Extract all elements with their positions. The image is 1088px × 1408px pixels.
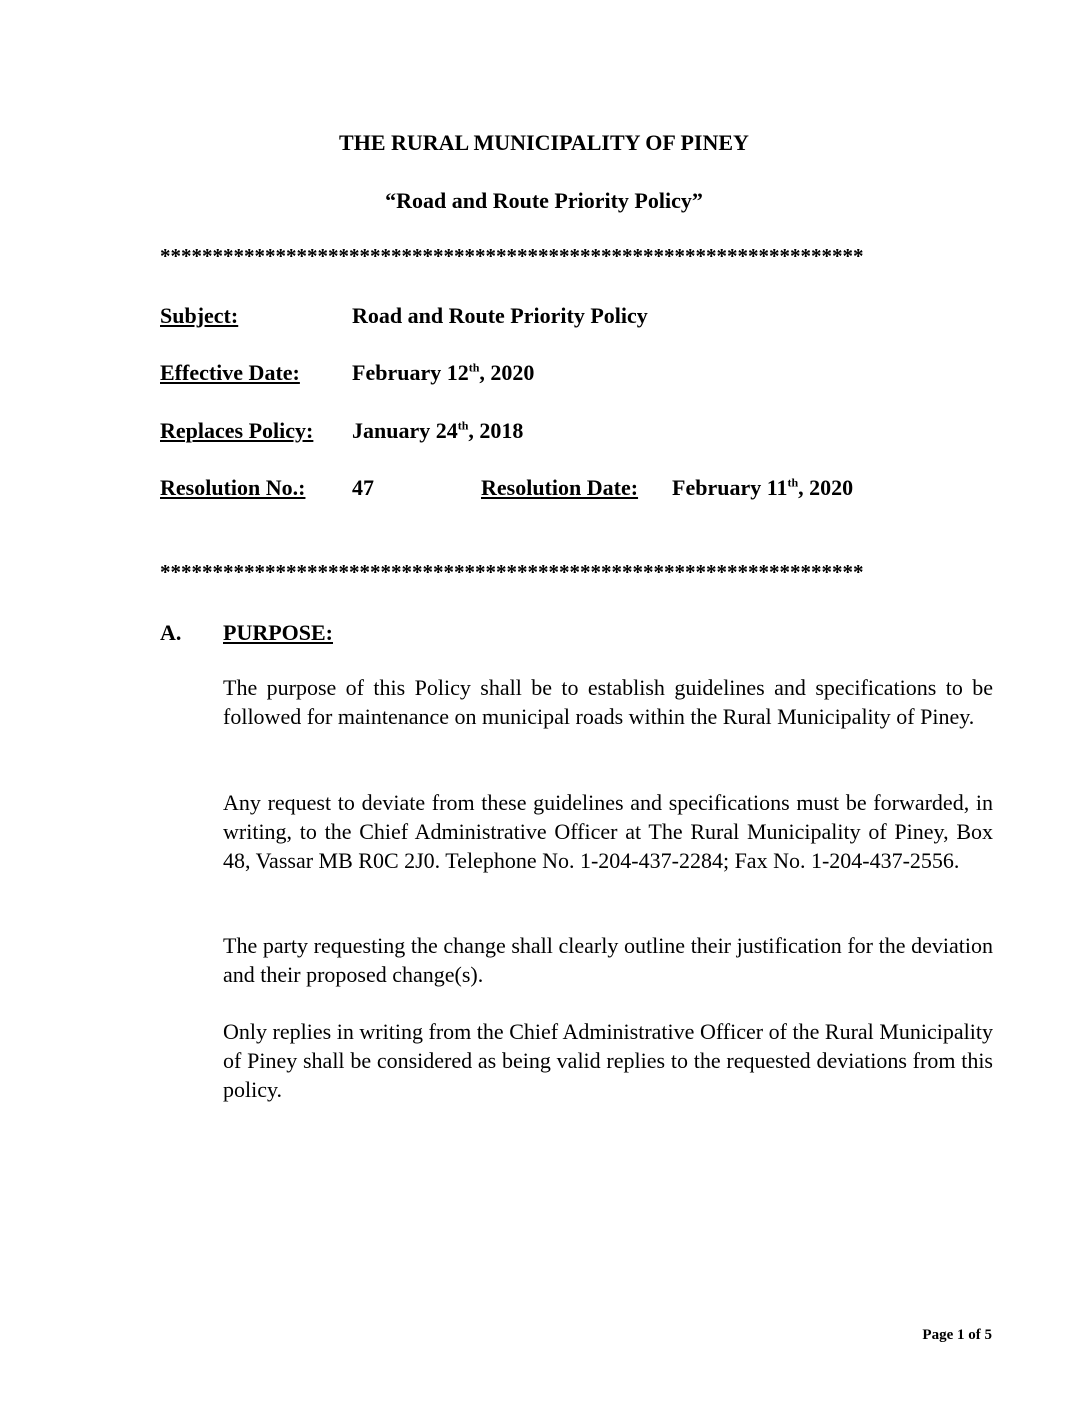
organization-heading: THE RURAL MUNICIPALITY OF PINEY bbox=[339, 130, 749, 155]
replaces-policy-day: January 24 bbox=[352, 418, 458, 443]
section-title: PURPOSE: bbox=[223, 620, 333, 645]
effective-date-label: Effective Date: bbox=[160, 360, 300, 385]
subject-label: Subject: bbox=[160, 303, 239, 328]
replaces-policy-label: Replaces Policy: bbox=[160, 418, 314, 443]
resolution-date-year: , 2020 bbox=[798, 475, 854, 500]
purpose-paragraph-2: Any request to deviate from these guidelines and specifications must be forwarded, in writing, to the Chief Administrative Officer at The Rural Municipality of Piney, Box 48, Vassar MB R0C 2J0. Telephone No. 1-204-437-2284; Fax No. 1-204-437-2556. bbox=[223, 790, 993, 873]
resolution-date-day: February 11 bbox=[672, 475, 788, 500]
separator-top: ******************************************************************* bbox=[160, 244, 864, 268]
resolution-date-value bbox=[672, 475, 853, 501]
resolution-no-value: 47 bbox=[352, 475, 374, 500]
section-letter: A. bbox=[160, 620, 182, 645]
effective-date-value bbox=[352, 360, 534, 386]
subject-value: Road and Route Priority Policy bbox=[352, 303, 648, 328]
purpose-paragraph-1: The purpose of this Policy shall be to establish guidelines and specifications to be followed for maintenance on municipal roads within the Rural Municipality of Piney. bbox=[223, 675, 993, 729]
resolution-date-suffix: th bbox=[787, 475, 799, 490]
resolution-no-label: Resolution No.: bbox=[160, 475, 306, 500]
replaces-policy-value bbox=[352, 418, 523, 444]
policy-title: “Road and Route Priority Policy” bbox=[385, 188, 703, 213]
separator-bottom: ******************************************************************* bbox=[160, 560, 864, 584]
page-number: Page 1 of 5 bbox=[922, 1327, 992, 1343]
resolution-date-label: Resolution Date: bbox=[481, 475, 639, 500]
purpose-paragraph-3: The party requesting the change shall clearly outline their justification for the deviation and their proposed change(s). bbox=[223, 933, 993, 987]
effective-date-day: February 12 bbox=[352, 360, 469, 385]
purpose-paragraph-4: Only replies in writing from the Chief Administrative Officer of the Rural Municipality of Piney shall be considered as being valid replies to the requested deviations from this policy. bbox=[223, 1019, 993, 1102]
replaces-policy-suffix: th bbox=[457, 418, 469, 433]
effective-date-suffix: th bbox=[468, 360, 480, 375]
effective-date-year: , 2020 bbox=[479, 360, 535, 385]
replaces-policy-year: , 2018 bbox=[468, 418, 524, 443]
